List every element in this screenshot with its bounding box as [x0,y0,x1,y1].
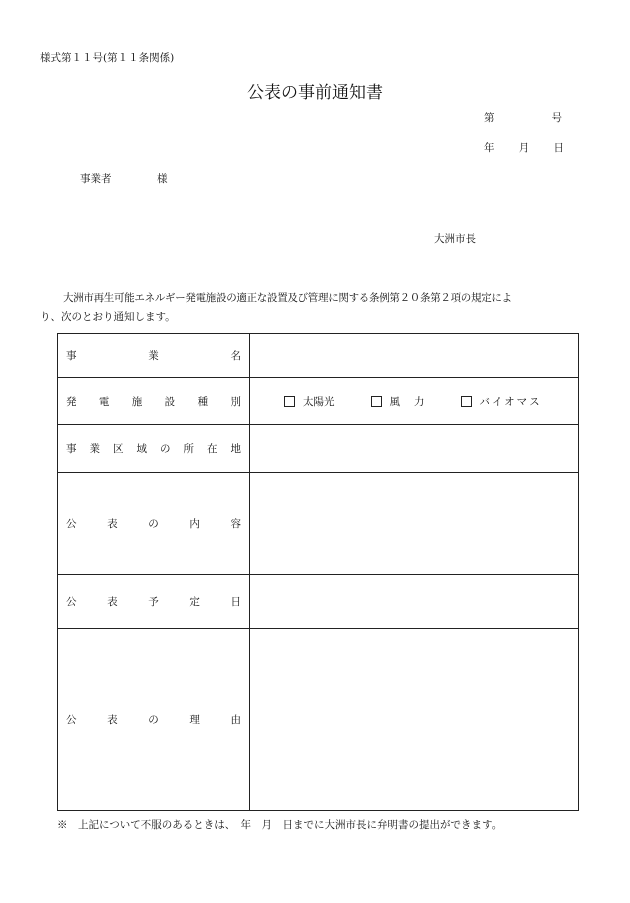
body-text-line1: 大洲市再生可能エネルギー発電施設の適正な設置及び管理に関する条例第２０条第２項の規定によ [63,292,512,304]
label-char: 公 [66,714,77,726]
number-prefix: 第 [484,112,495,124]
recipient-honorific: 様 [157,173,168,185]
label-char: 別 [230,395,241,408]
label-char: 由 [230,714,241,726]
label-char: 風 [389,395,400,408]
row-label-cell [58,378,250,425]
date-day: 日 [553,142,564,154]
body-text-line2: り、次のとおり通知します。 [40,311,176,323]
row-label-cell [58,575,250,629]
checkbox-solar[interactable] [284,396,295,407]
label-publication-date [58,594,249,609]
option-label-solar: 太陽光 [303,395,335,408]
checkbox-wind[interactable] [371,396,382,407]
checkbox-biomass[interactable] [461,396,472,407]
date-year: 年 [484,142,495,154]
label-char: 表 [107,518,118,530]
notice-table [57,333,579,811]
label-project-location [58,441,249,456]
label-char: 名 [230,350,241,362]
label-char: 施 [131,395,143,408]
option-biomass[interactable] [461,394,542,409]
label-char: 設 [164,395,176,408]
option-wind[interactable] [371,394,425,409]
label-char: 力 [414,395,425,408]
label-char: 定 [189,596,200,608]
label-char: 公 [66,518,77,530]
label-publication-reason [58,712,249,727]
date-field [484,140,564,155]
label-char: 容 [230,518,241,530]
number-field [484,110,562,125]
label-business-name [58,348,249,363]
label-char: 事 [66,443,77,455]
label-char: 内 [189,518,200,530]
table-row [58,473,579,575]
label-char: の [148,714,159,726]
label-char: 公 [66,596,77,608]
value-business-name [250,334,579,378]
label-char: 域 [136,443,147,455]
label-char: の [160,443,171,455]
label-char: 業 [89,443,100,455]
value-publication-content [250,473,579,575]
table-row [58,425,579,473]
option-label-biomass: バイオマス [479,395,542,408]
number-suffix: 号 [551,112,562,124]
label-char: 表 [107,596,118,608]
form-number: 様式第１１号(第１１条関係) [40,52,175,64]
value-project-location [250,425,579,473]
table-row [58,575,579,629]
label-char: 発 [66,395,77,408]
label-char: 所 [183,443,194,455]
label-char: 表 [107,714,118,726]
row-label-cell [58,629,250,811]
row-label-cell [58,425,250,473]
label-char: 在 [207,443,218,455]
row-label-cell [58,334,250,378]
footnote: ※ 上記について不服のあるときは、 年 月 日までに大洲市長に弁明書の提出ができます。 [57,819,503,831]
label-facility-type [58,394,249,409]
label-char: 種 [197,395,209,408]
label-char: 地 [230,443,241,455]
document-title: 公表の事前通知書 [247,83,383,103]
recipient-label: 事業者 [80,173,112,185]
option-label-wind [390,394,425,409]
label-char: 区 [113,443,124,455]
row-label-cell [58,473,250,575]
table-row [58,378,579,425]
label-char: 予 [148,596,159,608]
value-facility-type [250,378,579,425]
table-row [58,629,579,811]
label-char: 事 [66,350,77,362]
label-char: 理 [189,714,200,726]
label-publication-content [58,516,249,531]
label-char: 電 [98,395,110,408]
option-solar[interactable] [284,394,335,409]
label-char: 日 [230,596,241,608]
value-publication-date [250,575,579,629]
date-month: 月 [518,142,530,154]
value-publication-reason [250,629,579,811]
table-row [58,334,579,378]
label-char: 業 [148,350,159,362]
sender: 大洲市長 [434,233,476,245]
label-char: の [148,518,159,530]
